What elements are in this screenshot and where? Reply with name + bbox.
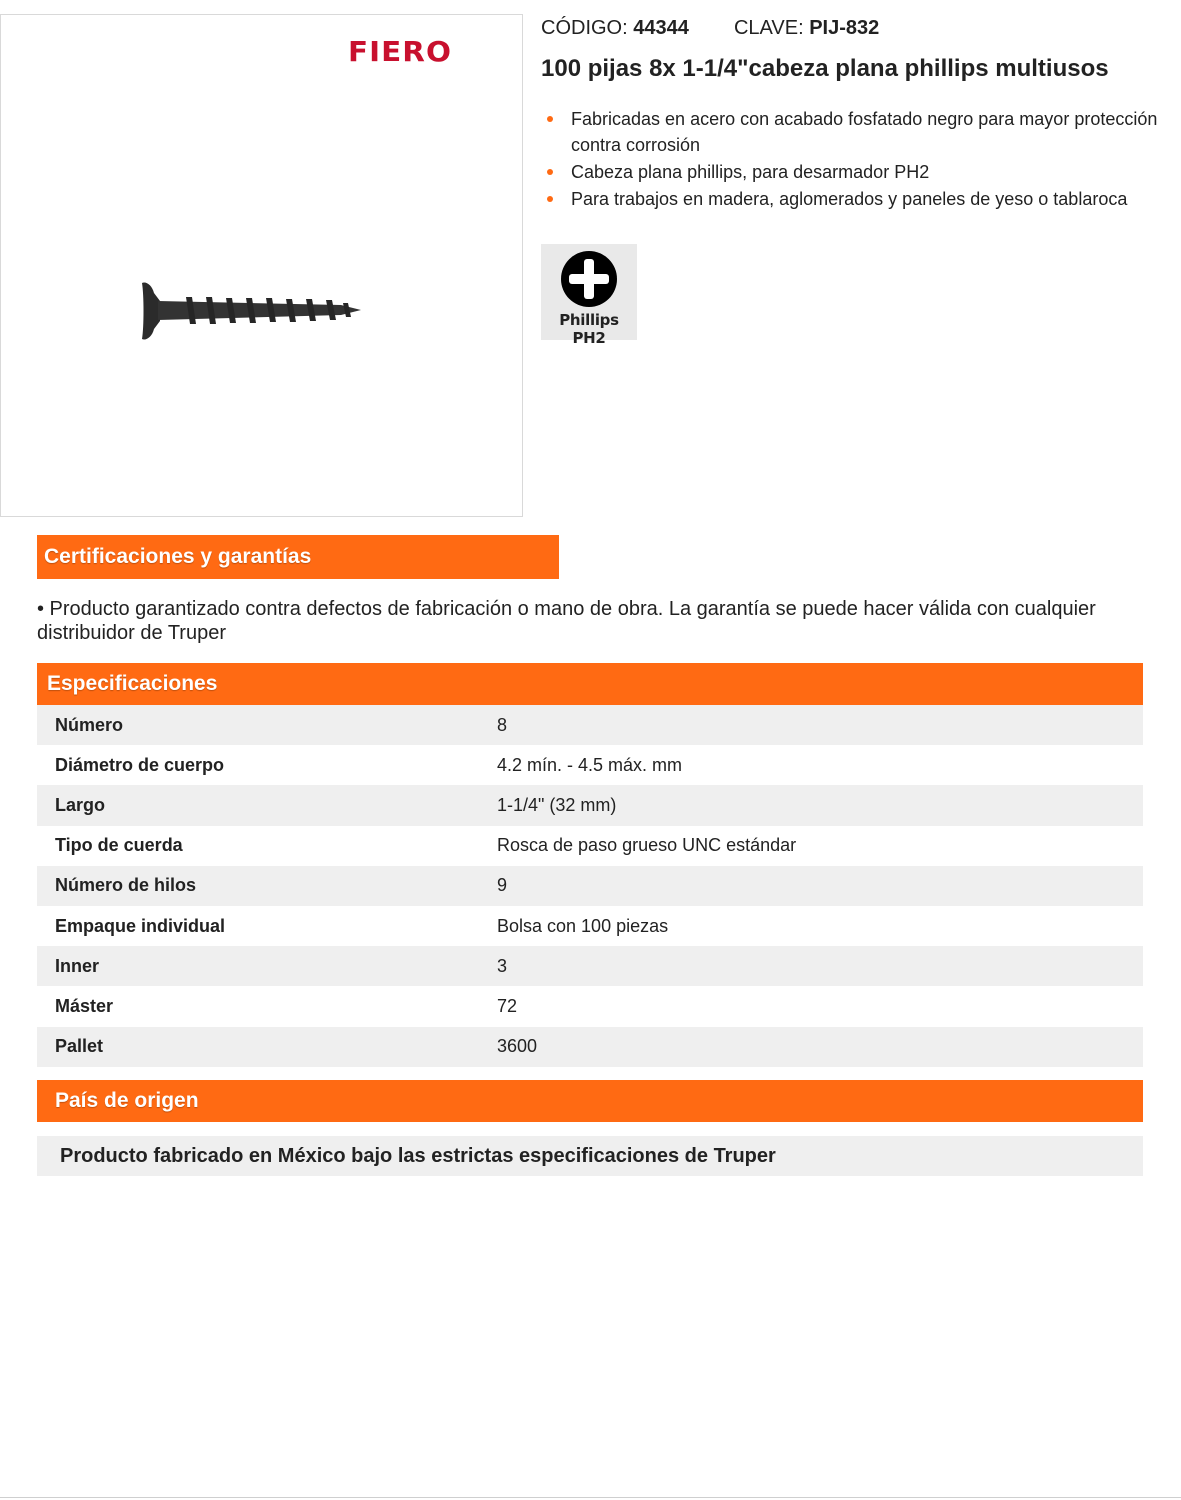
warranty-text: • Producto garantizado contra defectos de fabricación o mano de obra. La garantía se puede hacer válida con cualquier distribuidor de Truper <box>37 598 1096 644</box>
phillips-ph2-badge <box>541 244 637 347</box>
certifications-heading: Certificaciones y garantías <box>37 535 559 579</box>
feature-item: Para trabajos en madera, aglomerados y paneles de yeso o tablaroca <box>546 186 1166 212</box>
badge-label: Phillips PH2 <box>559 311 619 347</box>
spec-label: Largo <box>55 794 106 815</box>
table-row <box>37 785 1143 825</box>
spec-label: Diámetro de cuerpo <box>55 754 225 775</box>
table-row <box>37 705 1143 745</box>
spec-label: Empaque individual <box>55 915 226 936</box>
table-row <box>37 826 1143 866</box>
code-label: CÓDIGO: <box>541 17 628 39</box>
phillips-cross-icon <box>559 249 619 309</box>
spec-value: 72 <box>497 995 518 1016</box>
table-row <box>37 866 1143 906</box>
product-title: 100 pijas 8x 1-1/4"cabeza plana phillips multiusos <box>541 55 1109 82</box>
spec-label: Máster <box>55 995 114 1016</box>
table-row <box>37 1027 1143 1067</box>
table-row <box>37 906 1143 946</box>
spec-label: Pallet <box>55 1036 104 1057</box>
table-row <box>37 745 1143 785</box>
feature-item: Cabeza plana phillips, para desarmador PH2 <box>546 159 1166 185</box>
key-value: PIJ-832 <box>809 17 880 39</box>
bullet-icon <box>547 116 553 122</box>
product-codes <box>541 15 879 41</box>
product-image-panel <box>0 14 523 517</box>
spec-value: Rosca de paso grueso UNC estándar <box>497 835 797 856</box>
feature-list <box>546 106 1166 213</box>
spec-label: Tipo de cuerda <box>55 835 183 856</box>
spec-value: 1-1/4" (32 mm) <box>497 794 617 815</box>
origin-heading: País de origen <box>37 1080 1143 1122</box>
spec-value: 3 <box>497 955 508 976</box>
specifications-heading: Especificaciones <box>37 663 1143 705</box>
brand-logo: FIERO <box>348 35 452 68</box>
bottom-divider <box>0 1497 1181 1498</box>
table-row <box>37 946 1143 986</box>
spec-label: Número <box>55 714 124 735</box>
spec-label: Inner <box>55 955 100 976</box>
code-value: 44344 <box>633 17 689 39</box>
spec-value: Bolsa con 100 piezas <box>497 915 669 936</box>
table-row <box>37 986 1143 1026</box>
spec-label: Número de hilos <box>55 875 197 896</box>
screw-product-image <box>136 277 366 345</box>
spec-value: 3600 <box>497 1036 538 1057</box>
specifications-table <box>37 705 1143 1067</box>
spec-value: 9 <box>497 875 508 896</box>
key-label: CLAVE: <box>733 17 804 39</box>
spec-value: 8 <box>497 714 508 735</box>
feature-item: Fabricadas en acero con acabado fosfatado negro para mayor protección contra corrosión <box>546 106 1166 158</box>
spec-value: 4.2 mín. - 4.5 máx. mm <box>497 754 683 775</box>
origin-text: Producto fabricado en México bajo las estrictas especificaciones de Truper <box>37 1136 1143 1176</box>
bullet-icon <box>547 196 553 202</box>
bullet-icon <box>547 169 553 175</box>
